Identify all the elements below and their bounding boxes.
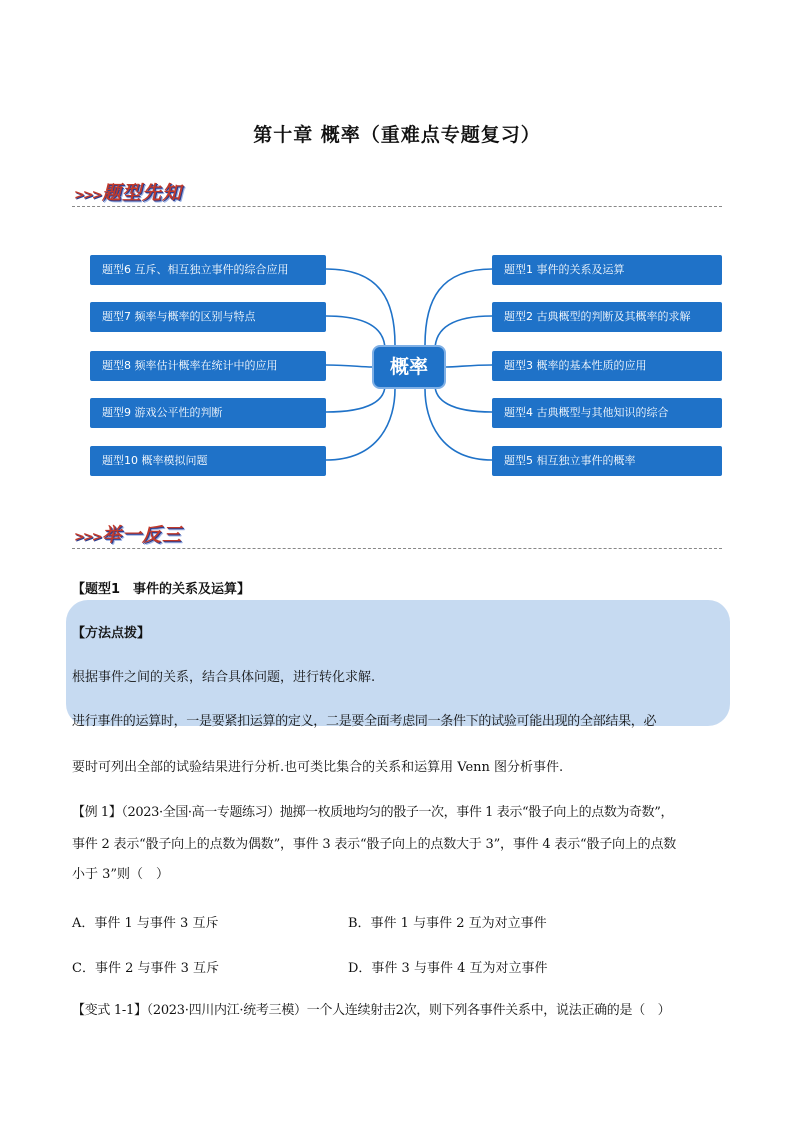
- topic-node-9: 题型9 游戏公平性的判断: [90, 398, 326, 428]
- example1-option-c: C．事件 2 与事件 3 互斥: [72, 961, 220, 976]
- example1-option-b: B．事件 1 与事件 2 互为对立事件: [348, 916, 547, 931]
- method-line-3: 要时可列出全部的试验结果进行分析.也可类比集合的关系和运算用 Venn 图分析事件.: [72, 760, 564, 775]
- topic-node-8: 题型8 频率估计概率在统计中的应用: [90, 351, 326, 381]
- topic-node-10: 题型10 概率模拟问题: [90, 446, 326, 476]
- connector-right-3: [446, 365, 492, 367]
- section-title-practice: 举一反三: [102, 524, 183, 546]
- method-line-2: 进行事件的运算时，一是要紧扣运算的定义，二是要全面考虑同一条件下的试验可能出现的全部结果，必: [72, 714, 657, 729]
- method-line-1: 根据事件之间的关系，结合具体问题，进行转化求解.: [72, 670, 376, 685]
- page-title: 第十章 概率（重难点专题复习）: [253, 124, 541, 146]
- connector-right-5: [425, 389, 492, 460]
- example1-option-a: A．事件 1 与事件 3 互斥: [72, 916, 219, 931]
- banner-arrows-icon: >>>: [74, 188, 101, 203]
- method-heading: 【方法点拨】: [72, 626, 151, 641]
- topic-node-6: 题型6 互斥、相互独立事件的综合应用: [90, 255, 326, 285]
- topic-node-4: 题型4 古典概型与其他知识的综合: [492, 398, 722, 428]
- type1-heading: 【题型1 事件的关系及运算】: [72, 582, 251, 597]
- variant1-line: 【变式 1-1】（2023·四川内江·统考三模）一个人连续射击2次，则下列各事件关系中，说法正确的是（ ）: [72, 1003, 671, 1018]
- connector-right-1: [425, 269, 492, 345]
- section-banner-practice: [72, 518, 722, 549]
- connector-right-2: [435, 316, 492, 350]
- example1-line-1: 【例 1】（2023·全国·高一专题练习）抛掷一枚质地均匀的骰子一次，事件 1 表示“骰子向上的点数为奇数”，: [72, 805, 674, 820]
- topic-node-1: 题型1 事件的关系及运算: [492, 255, 722, 285]
- example1-line-2: 事件 2 表示“骰子向上的点数为偶数”，事件 3 表示“骰子向上的点数大于 3”，事件 4 表示“骰子向上的点数: [72, 837, 677, 852]
- topic-node-7: 题型7 频率与概率的区别与特点: [90, 302, 326, 332]
- connector-left-1: [326, 269, 395, 345]
- connector-left-5: [326, 389, 395, 460]
- example1-line-3: 小于 3”则（ ）: [72, 867, 170, 882]
- banner-arrows-icon: >>>: [74, 530, 101, 545]
- method-box: [66, 600, 730, 726]
- connector-right-4: [435, 385, 492, 412]
- connector-left-3: [326, 365, 372, 367]
- topic-node-2: 题型2 古典概型的判断及其概率的求解: [492, 302, 722, 332]
- topic-node-5: 题型5 相互独立事件的概率: [492, 446, 722, 476]
- mindmap-center: 概率: [372, 345, 446, 389]
- section-title-overview: 题型先知: [102, 182, 183, 204]
- example1-option-d: D．事件 3 与事件 4 互为对立事件: [348, 961, 548, 976]
- connector-left-4: [326, 385, 385, 412]
- topic-node-3: 题型3 概率的基本性质的应用: [492, 351, 722, 381]
